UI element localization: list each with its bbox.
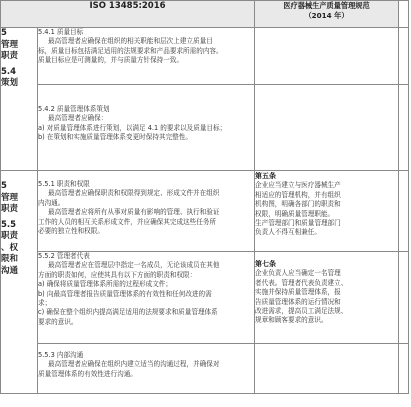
article-text: 告质量管理体系的运行情况和 (255, 297, 341, 306)
gmp-empty-cell (255, 85, 399, 171)
edge-cell (399, 85, 409, 171)
article-text: 企业负责人应当确定一名管理 (255, 269, 341, 278)
side-label-line: 限和 (1, 254, 19, 264)
article-title: 第五条 (255, 172, 277, 180)
side-label-line: 职责 (1, 231, 19, 241)
section-label-5-4 (1, 28, 38, 171)
row-5-5-1 (1, 171, 409, 252)
clause-text: 方面的职责如何，应使其具有以下方面的职责和权限： (38, 270, 197, 279)
side-label-line: 策划 (1, 78, 19, 88)
clause-text: 质量目标应是可测量的，并与质量方针保持一致。 (38, 56, 184, 65)
clause-title: 5.5.1 职责和权限 (38, 180, 90, 188)
row-5-5-2 (1, 252, 409, 344)
clause-text: 最高管理者应确保在组织内建立适当的沟通过程，并确保对 (48, 360, 220, 369)
clause-text: 内沟通。 (38, 198, 65, 207)
clause-5-5-2 (38, 252, 255, 344)
gmp-column-header (255, 1, 399, 28)
article-text: 者代表。管理者代表负责建立、 (255, 278, 348, 287)
row-5-5-3 (1, 344, 409, 394)
gmp-article-5 (255, 171, 399, 252)
article-text: 规章和顾客要求的意识。 (255, 316, 328, 325)
clause-text: 要求的意识。 (38, 317, 78, 326)
article-text: 实施并保持质量管理体系，报 (255, 288, 341, 297)
gmp-empty-cell (255, 344, 399, 394)
section-label-5-5 (1, 171, 38, 394)
clause-text: a) 确保将质量管理体系所需的过程形成文件； (38, 280, 172, 289)
clause-text: 工作的人员的相互关系形成文件，并应确保其完成这些任务所 (38, 217, 217, 226)
side-label-line: 沟通 (1, 265, 19, 276)
row-5-4-2 (1, 85, 409, 171)
article-text: 改进需求，提高员工满足法规、 (255, 307, 348, 316)
clause-text: 最高管理者应确保在组织的相关职能和层次上建立质量目 (48, 37, 213, 46)
gmp-empty-cell (255, 28, 399, 85)
side-label-line: 5.4 (1, 66, 17, 77)
clause-5-5-3 (38, 344, 255, 394)
clause-title: 5.5.3 内部沟通 (38, 351, 84, 359)
clause-5-4-2 (38, 85, 255, 171)
clause-text: b) 在策划和实施质量管理体系变更时保持其完整性。 (38, 133, 192, 142)
side-label-line: 职责 (1, 204, 19, 214)
gmp-article-7 (255, 252, 399, 344)
edge-cell (399, 1, 409, 28)
clause-title: 5.4.2 质量管理体系策划 (38, 105, 110, 113)
edge-cell (399, 252, 409, 344)
side-label-line: 5.5 (1, 219, 17, 230)
article-text: 生产管理部门和质量管理部门 (255, 219, 341, 228)
clause-title: 5.5.2 管理者代表 (38, 252, 90, 260)
clause-text: b) 向最高管理者报告质量管理体系的有效性和任何改进的需 (38, 289, 212, 298)
clause-text: c) 确保在整个组织内提高满足适用的法规要求和质量管理体系 (38, 308, 218, 317)
edge-cell (399, 28, 409, 85)
side-label-line: 5 (1, 181, 7, 191)
clause-text: 质量管理体系的有效性进行沟通。 (38, 369, 137, 378)
article-text: 权限，明确质量管理职能。 (255, 209, 335, 218)
clause-text: 最高管理者应将所有从事对质量有影响的管理、执行和验证 (48, 208, 220, 217)
side-label-line: 管理 (1, 39, 19, 50)
clause-5-5-1 (38, 171, 255, 252)
clause-title: 5.4.1 质量目标 (38, 28, 84, 36)
clause-text: 求； (38, 299, 52, 308)
header-row (1, 1, 409, 28)
edge-cell (399, 344, 409, 394)
article-text: 负责人不得互相兼任。 (255, 228, 321, 237)
gmp-header-line1: 医疗器械生产质量管理规范 (283, 1, 370, 10)
clause-5-4-1 (38, 28, 255, 85)
side-label-line: 5 (1, 28, 7, 38)
side-label-line: 、权 (1, 242, 19, 253)
row-5-4-1 (1, 28, 409, 85)
clause-text: 必要的独立性和权限。 (38, 227, 104, 236)
article-text: 机构图，明确各部门的职责和 (255, 200, 341, 209)
clause-text: 最高管理者应确保职责和权限得到规定、形成文件并在组织 (48, 189, 220, 198)
article-text: 相适应的管理机构，并有组织 (255, 190, 341, 199)
article-title: 第七条 (255, 260, 277, 268)
side-label-line: 管理 (1, 192, 19, 203)
gmp-header-line2: （2014 年） (304, 11, 349, 20)
edge-cell (399, 171, 409, 252)
clause-text: 最高管理者应在管理层中指定一名成员，无论该成员在其他 (48, 261, 220, 270)
article-text: 企业应当建立与医疗器械生产 (255, 181, 341, 190)
clause-text: 标，质量目标包括满足适用的法规要求和产品要求所需的内容。 (38, 46, 223, 55)
clause-text: a) 对质量管理体系进行策划，以满足 4.1 的要求以及质量目标； (38, 123, 227, 132)
side-label-line: 职责 (1, 51, 19, 61)
clause-text: 最高管理者应确保： (48, 114, 108, 123)
iso-column-header: ISO 13485:2016 (1, 1, 255, 28)
